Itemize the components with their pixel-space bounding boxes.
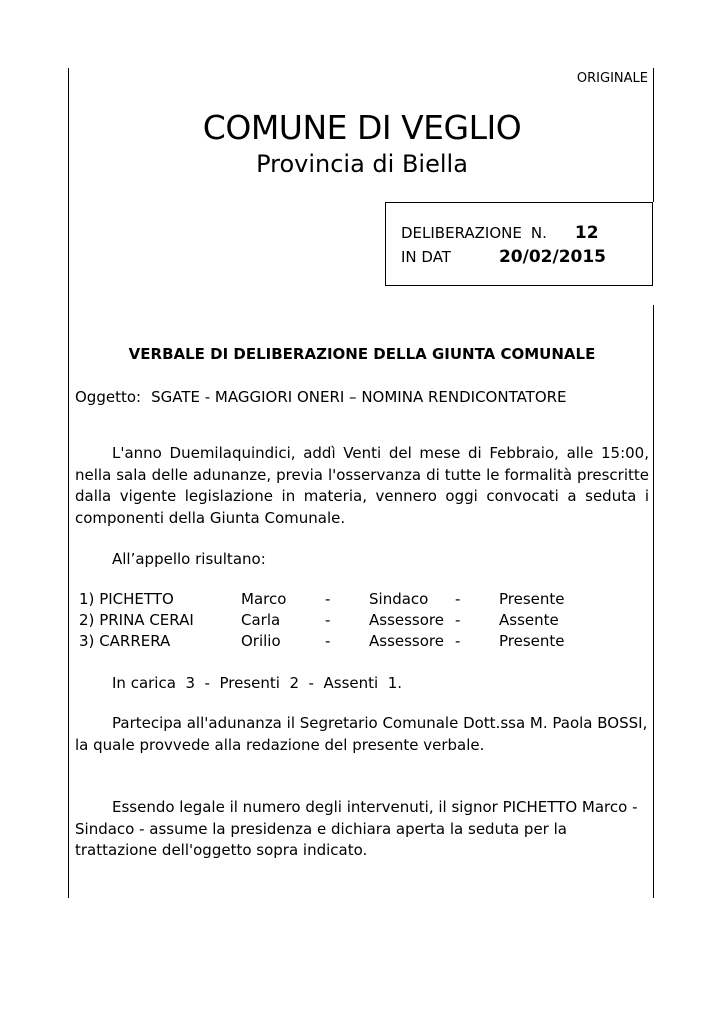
comune-title: COMUNE DI VEGLIO (202, 108, 522, 147)
appello-paragraph (75, 549, 649, 571)
member-status: Assente (499, 611, 559, 629)
member-status: Presente (499, 632, 565, 650)
number-abbr: N. (530, 224, 547, 242)
oggetto-label: Oggetto: (75, 388, 142, 406)
right-margin-rule-bottom (653, 305, 654, 898)
date-label: IN DAT (401, 248, 451, 266)
member-role: Assessore (369, 632, 444, 650)
deliberazione-date: 20/02/2015 (498, 247, 607, 267)
verbale-heading: VERBALE DI DELIBERAZIONE DELLA GIUNTA COMUNALE (128, 345, 596, 363)
left-margin-rule (68, 68, 69, 898)
member-separator: - (455, 611, 461, 629)
deliberazione-date-row (401, 247, 606, 267)
member-status: Presente (499, 590, 565, 608)
member-name: 3) CARRERA (79, 632, 171, 650)
member-separator: - (325, 611, 331, 629)
deliberazione-number-row (401, 223, 599, 243)
intro-text: L'anno Duemilaquindici, addì Venti del mese di Febbraio, alle 15:00, nella sala delle adunanze, previa l'osservanza di tutte le formalità prescritte dalla vigente legislazione in materia, vennero oggi convocati a seduta i componenti della Giunta Comunale. (75, 444, 649, 527)
member-role: Sindaco (369, 590, 429, 608)
member-separator: - (455, 590, 461, 608)
oggetto-line (75, 388, 567, 406)
legale-text: Essendo legale il numero degli intervenuti, il signor PICHETTO Marco - Sindaco - assume la presidenza e dichiara aperta la seduta per la trattazione dell'oggetto sopra indicato. (75, 798, 638, 859)
member-name: 1) PICHETTO (79, 590, 174, 608)
in-carica-paragraph (75, 673, 649, 695)
appello-text: All’appello risultano: (112, 550, 266, 568)
segretario-paragraph (75, 713, 649, 756)
in-carica-text: In carica 3 - Presenti 2 - Assenti 1. (112, 674, 403, 692)
member-name: 2) PRINA CERAI (79, 611, 194, 629)
member-separator: - (455, 632, 461, 650)
member-first-name: Orilio (241, 632, 281, 650)
member-first-name: Marco (241, 590, 287, 608)
member-separator: - (325, 590, 331, 608)
member-first-name: Carla (241, 611, 281, 629)
oggetto-text: SGATE - MAGGIORI ONERI – NOMINA RENDICONTATORE (151, 388, 567, 406)
member-role: Assessore (369, 611, 444, 629)
original-label: ORIGINALE (576, 71, 648, 86)
deliberazione-box (385, 202, 653, 286)
legale-paragraph (75, 797, 649, 862)
deliberazione-label: DELIBERAZIONE (401, 224, 522, 242)
segretario-text: Partecipa all'adunanza il Segretario Comunale Dott.ssa M. Paola BOSSI, la quale provvede alla redazione del presente verbale. (75, 714, 648, 754)
member-separator: - (325, 632, 331, 650)
intro-paragraph (75, 443, 649, 529)
provincia-subtitle: Provincia di Biella (256, 150, 468, 178)
deliberazione-number: 12 (574, 223, 599, 243)
